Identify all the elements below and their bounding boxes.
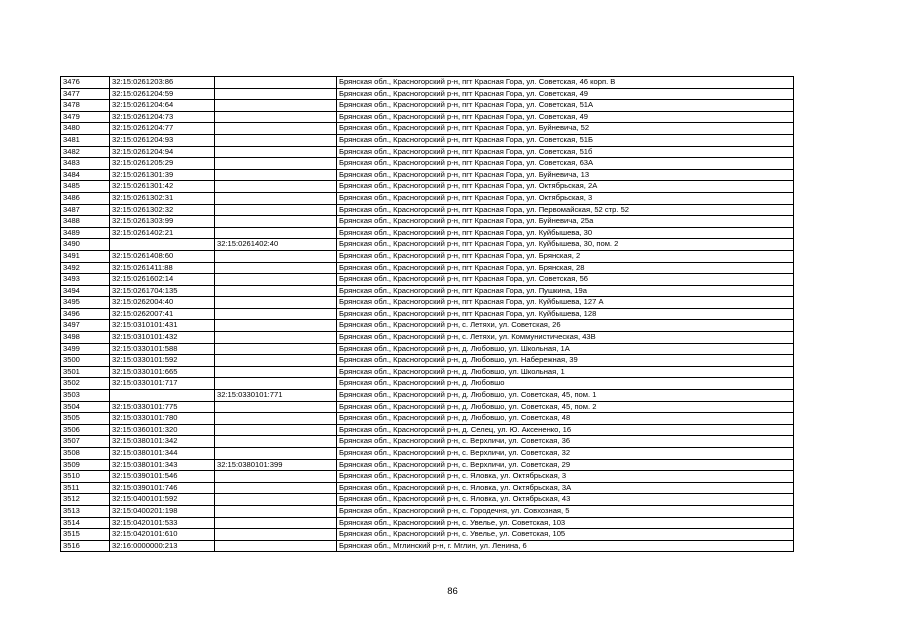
parent-cadastral-number-cell bbox=[215, 378, 337, 390]
table-row bbox=[61, 239, 794, 251]
row-number-cell: 3493 bbox=[61, 274, 110, 286]
cadastral-number-cell bbox=[110, 239, 215, 251]
table-row bbox=[61, 366, 794, 378]
row-number-cell: 3509 bbox=[61, 459, 110, 471]
parent-cadastral-number-cell bbox=[215, 88, 337, 100]
parent-cadastral-number-cell bbox=[215, 204, 337, 216]
address-cell: Брянская обл., Красногорский р-н, пгт Красная Гора, ул. Октябрьская, 3 bbox=[337, 192, 794, 204]
address-cell: Брянская обл., Красногорский р-н, пгт Красная Гора, ул. Октябрьская, 2А bbox=[337, 181, 794, 193]
cadastral-number-cell: 32:16:0000000:213 bbox=[110, 540, 215, 552]
row-number-cell: 3485 bbox=[61, 181, 110, 193]
address-cell: Брянская обл., Красногорский р-н, пгт Красная Гора, ул. Куйбышева, 128 bbox=[337, 308, 794, 320]
address-cell: Брянская обл., Красногорский р-н, д. Любовшо, ул. Советская, 45, пом. 2 bbox=[337, 401, 794, 413]
address-cell: Брянская обл., Красногорский р-н, с. Яловка, ул. Октябрьская, 3А bbox=[337, 482, 794, 494]
cadastral-number-cell: 32:15:0261302:31 bbox=[110, 192, 215, 204]
parent-cadastral-number-cell bbox=[215, 482, 337, 494]
table-row bbox=[61, 285, 794, 297]
cadastral-number-cell: 32:15:0261204:73 bbox=[110, 111, 215, 123]
row-number-cell: 3500 bbox=[61, 355, 110, 367]
table-row bbox=[61, 355, 794, 367]
cadastral-number-cell: 32:15:0262004:40 bbox=[110, 297, 215, 309]
address-cell: Брянская обл., Красногорский р-н, д. Любовшо, ул. Школьная, 1А bbox=[337, 343, 794, 355]
parent-cadastral-number-cell bbox=[215, 77, 337, 89]
parent-cadastral-number-cell bbox=[215, 355, 337, 367]
parent-cadastral-number-cell: 32:15:0330101:771 bbox=[215, 390, 337, 402]
row-number-cell: 3479 bbox=[61, 111, 110, 123]
parent-cadastral-number-cell bbox=[215, 216, 337, 228]
parent-cadastral-number-cell bbox=[215, 262, 337, 274]
address-cell: Брянская обл., Красногорский р-н, д. Любовшо, ул. Советская, 48 bbox=[337, 413, 794, 425]
row-number-cell: 3505 bbox=[61, 413, 110, 425]
table-row bbox=[61, 413, 794, 425]
parent-cadastral-number-cell bbox=[215, 413, 337, 425]
cadastral-number-cell: 32:15:0261302:32 bbox=[110, 204, 215, 216]
parent-cadastral-number-cell bbox=[215, 250, 337, 262]
table-row bbox=[61, 192, 794, 204]
address-cell: Брянская обл., Красногорский р-н, д. Любовшо, ул. Набережная, 39 bbox=[337, 355, 794, 367]
table-row bbox=[61, 111, 794, 123]
page-number: 86 bbox=[447, 586, 458, 597]
cadastral-number-cell: 32:15:0400101:592 bbox=[110, 494, 215, 506]
cadastral-number-cell: 32:15:0330101:775 bbox=[110, 401, 215, 413]
row-number-cell: 3507 bbox=[61, 436, 110, 448]
parent-cadastral-number-cell bbox=[215, 227, 337, 239]
table-row bbox=[61, 332, 794, 344]
address-cell: Брянская обл., Красногорский р-н, пгт Красная Гора, ул. Советская, 49 bbox=[337, 111, 794, 123]
table-row bbox=[61, 146, 794, 158]
cadastral-number-cell: 32:15:0261204:64 bbox=[110, 100, 215, 112]
address-cell: Брянская обл., Красногорский р-н, пгт Красная Гора, ул. Куйбышева, 30 bbox=[337, 227, 794, 239]
cadastral-number-cell: 32:15:0380101:343 bbox=[110, 459, 215, 471]
table-row bbox=[61, 320, 794, 332]
row-number-cell: 3487 bbox=[61, 204, 110, 216]
cadastral-number-cell: 32:15:0310101:432 bbox=[110, 332, 215, 344]
cadastral-number-cell: 32:15:0261301:42 bbox=[110, 181, 215, 193]
parent-cadastral-number-cell bbox=[215, 308, 337, 320]
address-cell: Брянская обл., Красногорский р-н, с. Увелье, ул. Советская, 103 bbox=[337, 517, 794, 529]
parent-cadastral-number-cell bbox=[215, 134, 337, 146]
cadastral-number-cell: 32:15:0261704:135 bbox=[110, 285, 215, 297]
address-cell: Брянская обл., Красногорский р-н, пгт Красная Гора, ул. Советская, 63А bbox=[337, 158, 794, 170]
parent-cadastral-number-cell bbox=[215, 529, 337, 541]
address-cell: Брянская обл., Красногорский р-н, д. Селец, ул. Ю. Аксененко, 16 bbox=[337, 424, 794, 436]
address-cell: Брянская обл., Красногорский р-н, пгт Красная Гора, ул. Буйневича, 25а bbox=[337, 216, 794, 228]
parent-cadastral-number-cell bbox=[215, 494, 337, 506]
parent-cadastral-number-cell bbox=[215, 505, 337, 517]
address-cell: Брянская обл., Красногорский р-н, с. Летяхи, ул. Коммунистическая, 43В bbox=[337, 332, 794, 344]
row-number-cell: 3488 bbox=[61, 216, 110, 228]
cadastral-number-cell: 32:15:0261204:94 bbox=[110, 146, 215, 158]
table-row bbox=[61, 158, 794, 170]
row-number-cell: 3506 bbox=[61, 424, 110, 436]
parent-cadastral-number-cell bbox=[215, 100, 337, 112]
cadastral-number-cell: 32:15:0261303:99 bbox=[110, 216, 215, 228]
table-row bbox=[61, 343, 794, 355]
parent-cadastral-number-cell bbox=[215, 343, 337, 355]
address-cell: Брянская обл., Красногорский р-н, с. Яловка, ул. Октябрьская, 43 bbox=[337, 494, 794, 506]
row-number-cell: 3508 bbox=[61, 448, 110, 460]
row-number-cell: 3477 bbox=[61, 88, 110, 100]
parent-cadastral-number-cell bbox=[215, 123, 337, 135]
row-number-cell: 3511 bbox=[61, 482, 110, 494]
table-row bbox=[61, 505, 794, 517]
table-row bbox=[61, 250, 794, 262]
parent-cadastral-number-cell bbox=[215, 274, 337, 286]
row-number-cell: 3513 bbox=[61, 505, 110, 517]
row-number-cell: 3486 bbox=[61, 192, 110, 204]
table-row bbox=[61, 308, 794, 320]
parent-cadastral-number-cell bbox=[215, 297, 337, 309]
row-number-cell: 3496 bbox=[61, 308, 110, 320]
cadastral-number-cell: 32:15:0390101:746 bbox=[110, 482, 215, 494]
row-number-cell: 3480 bbox=[61, 123, 110, 135]
row-number-cell: 3490 bbox=[61, 239, 110, 251]
cadastral-number-cell: 32:15:0330101:717 bbox=[110, 378, 215, 390]
row-number-cell: 3498 bbox=[61, 332, 110, 344]
table-row bbox=[61, 216, 794, 228]
row-number-cell: 3514 bbox=[61, 517, 110, 529]
parent-cadastral-number-cell bbox=[215, 320, 337, 332]
cadastral-number-cell: 32:15:0360101:320 bbox=[110, 424, 215, 436]
table-row bbox=[61, 390, 794, 402]
parent-cadastral-number-cell bbox=[215, 111, 337, 123]
parent-cadastral-number-cell bbox=[215, 424, 337, 436]
row-number-cell: 3476 bbox=[61, 77, 110, 89]
row-number-cell: 3478 bbox=[61, 100, 110, 112]
row-number-cell: 3494 bbox=[61, 285, 110, 297]
row-number-cell: 3512 bbox=[61, 494, 110, 506]
parent-cadastral-number-cell bbox=[215, 517, 337, 529]
cadastral-number-cell: 32:15:0261204:59 bbox=[110, 88, 215, 100]
parent-cadastral-number-cell bbox=[215, 158, 337, 170]
table-row bbox=[61, 100, 794, 112]
cadastral-number-cell: 32:15:0261301:39 bbox=[110, 169, 215, 181]
row-number-cell: 3481 bbox=[61, 134, 110, 146]
table-row bbox=[61, 471, 794, 483]
cadastral-number-cell: 32:15:0330101:592 bbox=[110, 355, 215, 367]
parent-cadastral-number-cell bbox=[215, 192, 337, 204]
row-number-cell: 3483 bbox=[61, 158, 110, 170]
cadastral-number-cell: 32:15:0330101:780 bbox=[110, 413, 215, 425]
row-number-cell: 3489 bbox=[61, 227, 110, 239]
address-cell: Брянская обл., Красногорский р-н, пгт Красная Гора, ул. Куйбышева, 30, пом. 2 bbox=[337, 239, 794, 251]
parent-cadastral-number-cell bbox=[215, 436, 337, 448]
address-cell: Брянская обл., Красногорский р-н, пгт Красная Гора, ул. Первомайская, 52 стр. 52 bbox=[337, 204, 794, 216]
address-cell: Брянская обл., Красногорский р-н, с. Яловка, ул. Октябрьская, 3 bbox=[337, 471, 794, 483]
row-number-cell: 3497 bbox=[61, 320, 110, 332]
row-number-cell: 3510 bbox=[61, 471, 110, 483]
address-cell: Брянская обл., Красногорский р-н, пгт Красная Гора, ул. Советская, 56 bbox=[337, 274, 794, 286]
address-cell: Брянская обл., Красногорский р-н, пгт Красная Гора, ул. Брянская, 2 bbox=[337, 250, 794, 262]
cadastral-number-cell: 32:15:0420101:533 bbox=[110, 517, 215, 529]
cadastral-number-cell: 32:15:0310101:431 bbox=[110, 320, 215, 332]
parent-cadastral-number-cell bbox=[215, 332, 337, 344]
table-row bbox=[61, 482, 794, 494]
table-row bbox=[61, 204, 794, 216]
table-row bbox=[61, 401, 794, 413]
address-cell: Брянская обл., Красногорский р-н, пгт Красная Гора, ул. Советская, 46 корп. В bbox=[337, 77, 794, 89]
table-row bbox=[61, 297, 794, 309]
row-number-cell: 3484 bbox=[61, 169, 110, 181]
address-cell: Брянская обл., Красногорский р-н, с. Верхличи, ул. Советская, 32 bbox=[337, 448, 794, 460]
table-row bbox=[61, 77, 794, 89]
address-cell: Брянская обл., Красногорский р-н, с. Верхличи, ул. Советская, 36 bbox=[337, 436, 794, 448]
address-cell: Брянская обл., Красногорский р-н, с. Верхличи, ул. Советская, 29 bbox=[337, 459, 794, 471]
address-cell: Брянская обл., Красногорский р-н, с. Летяхи, ул. Советская, 26 bbox=[337, 320, 794, 332]
parent-cadastral-number-cell bbox=[215, 448, 337, 460]
cadastral-number-cell: 32:15:0380101:342 bbox=[110, 436, 215, 448]
table-row bbox=[61, 88, 794, 100]
address-cell: Брянская обл., Красногорский р-н, пгт Красная Гора, ул. Буйневича, 13 bbox=[337, 169, 794, 181]
parent-cadastral-number-cell bbox=[215, 146, 337, 158]
address-cell: Брянская обл., Красногорский р-н, пгт Красная Гора, ул. Советская, 51б bbox=[337, 146, 794, 158]
row-number-cell: 3516 bbox=[61, 540, 110, 552]
cadastral-number-cell: 32:15:0400201:198 bbox=[110, 505, 215, 517]
cadastral-number-cell: 32:15:0262007:41 bbox=[110, 308, 215, 320]
address-cell: Брянская обл., Красногорский р-н, пгт Красная Гора, ул. Куйбышева, 127 А bbox=[337, 297, 794, 309]
table-row bbox=[61, 540, 794, 552]
table-row bbox=[61, 529, 794, 541]
row-number-cell: 3492 bbox=[61, 262, 110, 274]
cadastral-table bbox=[60, 76, 794, 552]
address-cell: Брянская обл., Красногорский р-н, пгт Красная Гора, ул. Пушкина, 19а bbox=[337, 285, 794, 297]
cadastral-number-cell: 32:15:0261402:21 bbox=[110, 227, 215, 239]
parent-cadastral-number-cell bbox=[215, 366, 337, 378]
address-cell: Брянская обл., Мглинский р-н, г. Мглин, ул. Ленина, 6 bbox=[337, 540, 794, 552]
table-row bbox=[61, 274, 794, 286]
table-row bbox=[61, 494, 794, 506]
table-body bbox=[61, 77, 794, 552]
row-number-cell: 3495 bbox=[61, 297, 110, 309]
cadastral-number-cell: 32:15:0261203:86 bbox=[110, 77, 215, 89]
cadastral-number-cell: 32:15:0380101:344 bbox=[110, 448, 215, 460]
table-row bbox=[61, 134, 794, 146]
table-row bbox=[61, 424, 794, 436]
row-number-cell: 3482 bbox=[61, 146, 110, 158]
cadastral-number-cell: 32:15:0330101:665 bbox=[110, 366, 215, 378]
address-cell: Брянская обл., Красногорский р-н, д. Любовшо, ул. Школьная, 1 bbox=[337, 366, 794, 378]
parent-cadastral-number-cell: 32:15:0261402:40 bbox=[215, 239, 337, 251]
parent-cadastral-number-cell: 32:15:0380101:399 bbox=[215, 459, 337, 471]
address-cell: Брянская обл., Красногорский р-н, пгт Красная Гора, ул. Советская, 49 bbox=[337, 88, 794, 100]
table-row bbox=[61, 378, 794, 390]
parent-cadastral-number-cell bbox=[215, 169, 337, 181]
cadastral-number-cell: 32:15:0261205:29 bbox=[110, 158, 215, 170]
cadastral-number-cell bbox=[110, 390, 215, 402]
address-cell: Брянская обл., Красногорский р-н, пгт Красная Гора, ул. Брянская, 28 bbox=[337, 262, 794, 274]
address-cell: Брянская обл., Красногорский р-н, с. Городечня, ул. Совхозная, 5 bbox=[337, 505, 794, 517]
cadastral-number-cell: 32:15:0420101:610 bbox=[110, 529, 215, 541]
table-row bbox=[61, 448, 794, 460]
parent-cadastral-number-cell bbox=[215, 181, 337, 193]
table-row bbox=[61, 227, 794, 239]
row-number-cell: 3504 bbox=[61, 401, 110, 413]
cadastral-number-cell: 32:15:0261408:60 bbox=[110, 250, 215, 262]
cadastral-number-cell: 32:15:0390101:546 bbox=[110, 471, 215, 483]
row-number-cell: 3515 bbox=[61, 529, 110, 541]
cadastral-number-cell: 32:15:0330101:588 bbox=[110, 343, 215, 355]
cadastral-number-cell: 32:15:0261204:77 bbox=[110, 123, 215, 135]
address-cell: Брянская обл., Красногорский р-н, пгт Красная Гора, ул. Советская, 51Б bbox=[337, 134, 794, 146]
table-row bbox=[61, 262, 794, 274]
cadastral-number-cell: 32:15:0261602:14 bbox=[110, 274, 215, 286]
address-cell: Брянская обл., Красногорский р-н, пгт Красная Гора, ул. Буйневича, 52 bbox=[337, 123, 794, 135]
cadastral-number-cell: 32:15:0261204:93 bbox=[110, 134, 215, 146]
table-row bbox=[61, 181, 794, 193]
table-row bbox=[61, 459, 794, 471]
address-cell: Брянская обл., Красногорский р-н, с. Увелье, ул. Советская, 105 bbox=[337, 529, 794, 541]
address-cell: Брянская обл., Красногорский р-н, д. Любовшо, ул. Советская, 45, пом. 1 bbox=[337, 390, 794, 402]
row-number-cell: 3491 bbox=[61, 250, 110, 262]
parent-cadastral-number-cell bbox=[215, 285, 337, 297]
row-number-cell: 3501 bbox=[61, 366, 110, 378]
cadastral-number-cell: 32:15:0261411:88 bbox=[110, 262, 215, 274]
table-row bbox=[61, 123, 794, 135]
row-number-cell: 3499 bbox=[61, 343, 110, 355]
table-row bbox=[61, 436, 794, 448]
address-cell: Брянская обл., Красногорский р-н, пгт Красная Гора, ул. Советская, 51А bbox=[337, 100, 794, 112]
row-number-cell: 3503 bbox=[61, 390, 110, 402]
table-row bbox=[61, 517, 794, 529]
parent-cadastral-number-cell bbox=[215, 471, 337, 483]
address-cell: Брянская обл., Красногорский р-н, д. Любовшо bbox=[337, 378, 794, 390]
row-number-cell: 3502 bbox=[61, 378, 110, 390]
parent-cadastral-number-cell bbox=[215, 540, 337, 552]
table-row bbox=[61, 169, 794, 181]
parent-cadastral-number-cell bbox=[215, 401, 337, 413]
